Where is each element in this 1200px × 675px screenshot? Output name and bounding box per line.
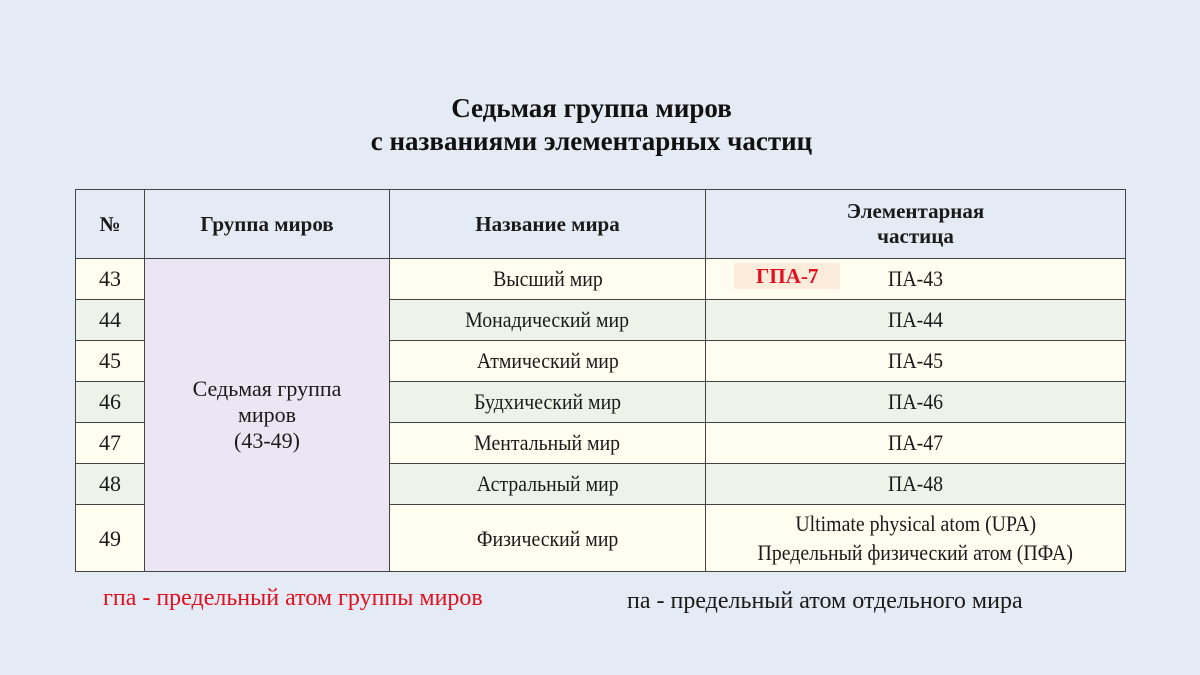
group-particle-badge: ГПА-7 [734,263,840,289]
row-world: Высший мир [390,259,706,300]
group-cell [145,259,390,572]
group-line-1: Седьмая группа [192,376,342,401]
header-number: № [76,190,145,259]
title-line-1: Седьмая группа миров [451,93,732,123]
header-particle-line-1: Элементарная [846,199,985,223]
row-particle: ПА-47 [706,423,1126,464]
particle-line-1: Ultimate physical atom (UPA) [795,511,1036,536]
header-group: Группа миров [145,190,390,259]
table-row [76,259,1126,300]
row-number: 49 [76,505,145,572]
header-particle-line-2: частица [877,224,954,248]
row-number: 48 [76,464,145,505]
table-header-row [76,190,1126,259]
row-number: 45 [76,341,145,382]
row-particle: ПА-45 [706,341,1126,382]
worlds-table [75,189,1126,572]
row-particle [706,505,1126,572]
row-world: Астральный мир [390,464,706,505]
page-title [0,92,1183,158]
row-world: Физический мир [390,505,706,572]
title-line-2: с названиями элементарных частиц [370,126,813,156]
particle-line-2: Предельный физический атом (ПФА) [757,540,1074,565]
row-number: 46 [76,382,145,423]
row-particle: ПА-48 [706,464,1126,505]
header-particle [706,190,1126,259]
legend-pa: па - предельный атом отдельного мира [627,588,1023,614]
header-world: Название мира [390,190,706,259]
row-number: 47 [76,423,145,464]
row-world: Атмический мир [390,341,706,382]
group-line-2: миров [237,402,297,427]
row-particle: ПА-46 [706,382,1126,423]
row-world: Будхический мир [390,382,706,423]
row-world: Монадический мир [390,300,706,341]
row-number: 44 [76,300,145,341]
legend-gpa: гпа - предельный атом группы миров [103,585,483,611]
group-line-3: (43-49) [234,428,300,453]
row-particle: ПА-44 [706,300,1126,341]
row-particle: ГПА-7 ПА-43 [706,259,1126,300]
row-world: Ментальный мир [390,423,706,464]
row-number: 43 [76,259,145,300]
